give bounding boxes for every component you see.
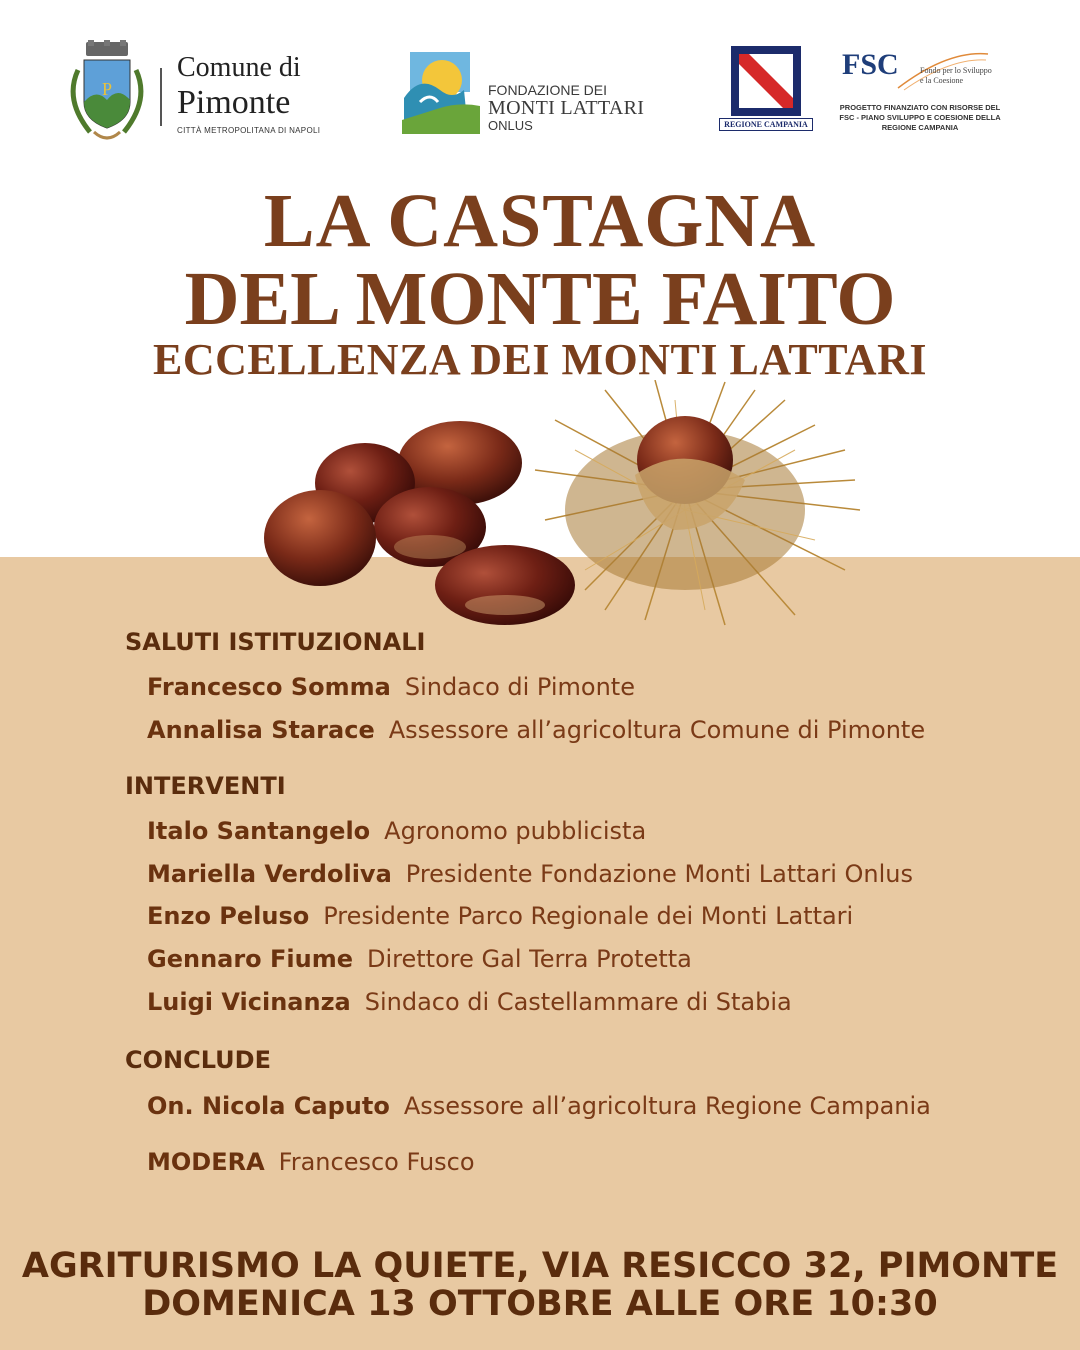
speaker-role: Assessore all’agricoltura Regione Campania: [403, 1092, 931, 1120]
fsc-subtitle2: e la Coesione: [920, 76, 964, 85]
moderator-row: [147, 1148, 475, 1176]
comune-pimonte-logo: [60, 40, 330, 150]
pimonte-divider: [160, 68, 162, 126]
interventi-heading: INTERVENTI: [125, 772, 286, 800]
fsc-acronym: FSC: [842, 48, 899, 81]
chestnuts-illustration: [255, 380, 865, 630]
list-item: [147, 902, 853, 930]
fondazione-monti-lattari-logo: [400, 50, 680, 140]
fondazione-line2: MONTI LATTARI: [488, 97, 645, 119]
regione-label: REGIONE CAMPANIA: [719, 118, 813, 131]
fsc-logo: [838, 48, 1008, 138]
speaker-name: Luigi Vicinanza: [147, 988, 351, 1016]
fsc-description: PROGETTO FINANZIATO CON RISORSE DEL FSC - PIANO SVILUPPO E COESIONE DELLA REGIONE CAMPANIA: [839, 103, 1001, 132]
speaker-name: Annalisa Starace: [147, 716, 375, 744]
saluti-heading: SALUTI ISTITUZIONALI: [125, 628, 426, 656]
svg-text:P: P: [101, 79, 113, 99]
fondazione-line1: FONDAZIONE DEI: [488, 82, 608, 98]
event-subtitle: ECCELLENZA DEI MONTI LATTARI: [153, 335, 927, 384]
speaker-name: Mariella Verdoliva: [147, 860, 392, 888]
list-item: [147, 988, 792, 1016]
pimonte-line3: CITTÀ METROPOLITANA DI NAPOLI: [177, 126, 321, 135]
event-location: AGRITURISMO LA QUIETE, VIA RESICCO 32, PIMONTE: [21, 1246, 1059, 1286]
speaker-name: Italo Santangelo: [147, 817, 371, 845]
speaker-role: Presidente Parco Regionale dei Monti Lattari: [323, 902, 854, 930]
pimonte-line1: Comune di: [177, 52, 301, 83]
speaker-role: Presidente Fondazione Monti Lattari Onlus: [405, 860, 914, 888]
fondazione-line3: ONLUS: [488, 118, 533, 133]
list-item: [147, 673, 635, 701]
fondazione-mark-icon: [400, 50, 482, 138]
conclude-heading: CONCLUDE: [125, 1046, 271, 1074]
pimonte-crest-icon: [60, 40, 155, 150]
speaker-role: Assessore all’agricoltura Comune di Pimonte: [388, 716, 926, 744]
list-item: [147, 860, 913, 888]
pimonte-line2: Pimonte: [177, 84, 291, 121]
regione-campania-logo: [719, 46, 813, 134]
speaker-role: Sindaco di Castellammare di Stabia: [364, 988, 792, 1016]
speaker-role: Agronomo pubblicista: [384, 817, 647, 845]
list-item: [147, 817, 646, 845]
moderator-name: Francesco Fusco: [278, 1148, 475, 1176]
list-item: [147, 1092, 931, 1120]
speaker-name: Francesco Somma: [147, 673, 391, 701]
event-title-line1: LA CASTAGNA: [263, 179, 817, 263]
speaker-name: Enzo Peluso: [147, 902, 310, 930]
event-datetime: DOMENICA 13 OTTOBRE ALLE ORE 10:30: [142, 1284, 938, 1324]
regione-shield-icon: [731, 46, 801, 116]
event-title-line2: DEL MONTE FAITO: [184, 257, 896, 341]
speaker-role: Sindaco di Pimonte: [404, 673, 635, 701]
fsc-subtitle1: Fondo per lo Sviluppo: [920, 66, 992, 75]
speaker-name: On. Nicola Caputo: [147, 1092, 390, 1120]
moderator-label: MODERA: [147, 1148, 265, 1176]
speaker-name: Gennaro Fiume: [147, 945, 354, 973]
speaker-role: Direttore Gal Terra Protetta: [367, 945, 692, 973]
list-item: [147, 945, 692, 973]
list-item: [147, 716, 925, 744]
